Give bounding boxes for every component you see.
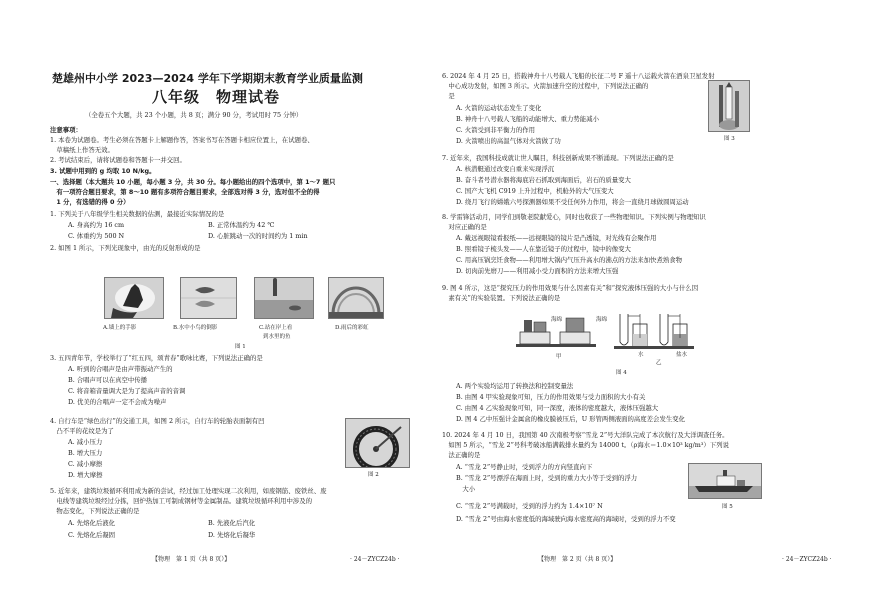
notice-line: 3. 试题中用到的 g 均取 10 N/kg。: [50, 167, 156, 175]
question-9-option-c: C. 由图 4 乙实验现象可知，同一深度，液体的密度越大，液体压强越大: [456, 404, 659, 412]
question-10-option-a: A. “雪龙 2”号静止时，受到浮力的方向竖直向下: [456, 463, 593, 471]
question-9-stem: 9. 图 4 所示，这是“探究压力的作用效果与什么因素有关”和“探究液体压强的大小与什么因: [442, 284, 699, 292]
question-6-option-b: B. 神舟十八号载人飞船的动能增大、重力势能减小: [456, 115, 599, 123]
question-7-stem: 7. 近年来，我国科技成就让世人瞩目，科技创新成果不断涌现。下列说法正确的是: [442, 154, 674, 162]
question-10-option-d: D. “雪龙 2”号由海水密度低的海域驶向海水密度高的海域时，受到的浮力不变: [456, 515, 676, 523]
fish-view-image: [254, 277, 314, 319]
question-9-option-d: D. 图 4 乙中压强计金属盒的橡皮膜被压后，U 形管两侧液面的高度差会发生变化: [456, 415, 686, 423]
question-8-stem: 8. 学雷锋活动月，同学们到敬老院献爱心，同时也收获了一些物理知识。下列实例与物理知识: [442, 213, 706, 221]
figure-3-label: 图 3: [724, 136, 735, 142]
question-9-stem: 素有关”的实验装置。下列说法正确的是: [442, 294, 561, 302]
question-8-option-d: D. 切肉前先磨刀——利用减小受力面积的方法来增大压强: [456, 267, 619, 275]
question-10-option-c: C. “雪龙 2”号满载时，受到的浮力约为 1.4×10⁷ N: [456, 502, 603, 510]
question-7-option-d: D. 绕月飞行的嫦娥六号探测器如果不受任何外力作用，将会一直绕月球做圆周运动: [456, 198, 689, 206]
question-3-stem: 3. 五四青年节，学校举行了“红五四，颂青春”歌咏比赛，下列说法正确的是: [50, 354, 263, 362]
question-4-option-d: D. 增大摩擦: [68, 471, 103, 479]
figure-1-caption-b: B.水中小鸟的倒影: [173, 325, 218, 331]
question-7-option-a: A. 核潜艇通过改变自重来实现浮沉: [456, 165, 555, 173]
question-1-option-c: C. 体重约为 500 N: [68, 232, 125, 240]
question-5-stem: 物态变化，下列说法正确的是: [50, 507, 140, 515]
question-5-stem: 电线等建筑垃圾经过分拣，回炉热加工可制成钢材等金属制品。建筑垃圾循环利用中涉及的: [50, 497, 313, 505]
question-8-option-b: B. 照看镜子梳头发——人在靠近镜子的过程中，镜中的像变大: [456, 245, 631, 253]
page-code: · 24－ZYCZ24b ·: [782, 556, 832, 563]
question-4-stem: 4. 自行车是“绿色出行”的交通工具，如图 2 所示，自行车的轮胎表面制有凹: [50, 417, 265, 425]
notice-line: 草稿纸上作答无效。: [50, 146, 114, 154]
question-1-option-d: D. 心脏跳动一次的时间约为 1 min: [208, 232, 308, 240]
page-code: · 24－ZYCZ24b ·: [350, 556, 400, 563]
figure-4-label-yi: 乙: [656, 360, 662, 366]
notice-line: 1. 本卷为试题卷。考生必须在答题卡上解题作答，答案书写在答题卡相应位置上，在试题卷、: [50, 136, 314, 144]
question-10-stem: 10. 2024 年 4 月 10 日，我国第 40 次南极考察“雪龙 2”号大洋队完成了本次航行及大洋调查任务。: [442, 431, 729, 439]
question-5-option-c: C. 先熔化后凝固: [68, 531, 116, 539]
question-9-option-a: A. 两个实验均运用了转换法和控制变量法: [456, 382, 574, 390]
rainbow-image: [328, 277, 384, 319]
question-1-option-b: B. 正常体温约为 42 ℃: [208, 221, 275, 229]
question-8-option-c: C. 用高压锅烹饪食物——利用增大锅内气压升高水的沸点的方法来加快煮熟食物: [456, 256, 683, 264]
question-4-option-c: C. 减小摩擦: [68, 460, 103, 468]
question-3-option-d: D. 优美的合唱声一定不会成为噪声: [68, 398, 167, 406]
question-3-option-c: C. 将音箱音量调大是为了提高声音的音调: [68, 387, 186, 395]
question-8-option-a: A. 戴远视眼镜看报纸——远视眼镜的镜片是凸透镜，对光线有会聚作用: [456, 234, 657, 242]
question-5-option-b: B. 先液化后汽化: [208, 519, 256, 527]
question-7-option-c: C. 国产大飞机 C919 上升过程中，机舱外的大气压变大: [456, 187, 614, 195]
question-2-stem: 2. 如图 1 所示，下列光现象中，由光的反射形成的是: [50, 244, 201, 252]
question-9-option-b: B. 由图 4 甲实验现象可知，压力的作用效果与受力面积的大小有关: [456, 393, 646, 401]
question-6-option-c: C. 火箭受到非平衡力的作用: [456, 126, 536, 134]
question-3-option-a: A. 听到的合唱声是由声带振动产生的: [68, 365, 173, 373]
figure-4-label-sponge-a: 海绵: [551, 317, 563, 323]
figure-4-label-jia: 甲: [556, 354, 562, 360]
question-10-option-b: B. “雪龙 2”号漂浮在海面上时，受到的重力大小等于受到的浮力: [456, 474, 638, 482]
figure-1-caption-c1: C.站在岸上看: [259, 325, 293, 331]
question-4-stem: 凸不平的花纹是为了: [50, 427, 114, 435]
question-8-stem: 对应正确的是: [442, 223, 487, 231]
question-10-stem: 如图 5 所示，“雪龙 2”号科考破冰船满载排水量约为 14000 t。（ρ海水＝1.0×10³ kg/m³）下列说: [442, 441, 729, 449]
question-5-option-a: A. 先熔化后液化: [68, 519, 116, 527]
figure-4-label-saltwater: 盐水: [676, 352, 688, 358]
question-7-option-b: B. 奋斗者号潜水器将海底岩石抓取到海面后，岩石的质量变大: [456, 176, 631, 184]
page-footer: 【物理 第 2 页（共 8 页）】: [538, 556, 617, 563]
rocket-launch-image: [708, 80, 750, 132]
page-footer: 【物理 第 1 页（共 8 页）】: [152, 556, 231, 563]
figure-2-label: 图 2: [368, 472, 379, 478]
question-6-option-a: A. 火箭的运动状态发生了变化: [456, 104, 542, 112]
question-10-stem: 法正确的是: [442, 451, 481, 459]
exam-page-2: [420, 0, 870, 616]
figure-5-label: 图 5: [722, 504, 733, 510]
question-6-stem: 中心成功发射，如图 3 所示。火箭加速升空的过程中，下列说法正确的: [442, 82, 649, 90]
question-5-option-d: D. 先熔化后凝华: [208, 531, 256, 539]
question-6-option-d: D. 火箭喷出的高温气体对火箭做了功: [456, 137, 561, 145]
figure-4-label-water: 水: [638, 352, 644, 358]
figure-1-caption-d: D.雨后的彩虹: [335, 325, 369, 331]
section-heading: 1 分，有选错的得 0 分）: [50, 198, 130, 206]
exam-subject-title: 八年级 物理试卷: [152, 88, 281, 106]
exam-info: （全卷五个大题，共 23 个小题，共 8 页；满分 90 分，考试用时 75 分钟）: [85, 111, 303, 119]
exam-title: 楚雄州中小学 2023—2024 学年下学期期末教育学业质量监测: [52, 72, 363, 85]
exam-page-1: [0, 0, 420, 616]
notice-heading: 注意事项：: [50, 126, 82, 134]
question-5-stem: 5. 近年来，建筑垃圾循环利用成为新的尝试，经过加工处理实现二次利用，如废钢筋、废铁丝、废: [50, 487, 327, 495]
section-heading: 有一项符合题目要求，第 8～10 题有多项符合题目要求，全部选对得 3 分，选对但不全的得: [50, 188, 320, 196]
bird-reflection-image: [180, 277, 237, 319]
question-1-stem: 1. 下列关于八年级学生相关数据的估测，最接近实际情况的是: [50, 210, 225, 218]
question-10-option-b-cont: 大小: [456, 485, 476, 493]
question-4-option-b: B. 增大压力: [68, 449, 103, 457]
figure-4-label-sponge-b: 海绵: [596, 317, 608, 323]
question-6-stem: 是: [442, 92, 455, 100]
bicycle-tire-image: [345, 418, 410, 468]
notice-line: 2. 考试结束后，请将试题卷和答题卡一并交回。: [50, 156, 186, 164]
section-heading: 一、选择题（本大题共 10 小题，每小题 3 分，共 30 分。每小题给出的四个选项中，第 1～7 题只: [50, 178, 336, 186]
hand-shadow-image: [104, 277, 164, 319]
question-3-option-b: B. 合唱声可以在真空中传播: [68, 376, 148, 384]
question-1-option-a: A. 身高约为 16 cm: [68, 221, 125, 229]
question-6-stem: 6. 2024 年 4 月 25 日，搭载神舟十八号载人飞船的长征二号 F 遥十八运载火箭在酒泉卫星发射: [442, 72, 715, 80]
icebreaker-ship-image: [688, 463, 762, 499]
figure-4-label: 图 4: [616, 370, 627, 376]
figure-1-caption-c2: 到水里的鱼: [263, 334, 291, 340]
figure-1-label: 图 1: [235, 344, 246, 350]
question-4-option-a: A. 减小压力: [68, 438, 103, 446]
figure-1-caption-a: A.墙上的手影: [103, 325, 137, 331]
